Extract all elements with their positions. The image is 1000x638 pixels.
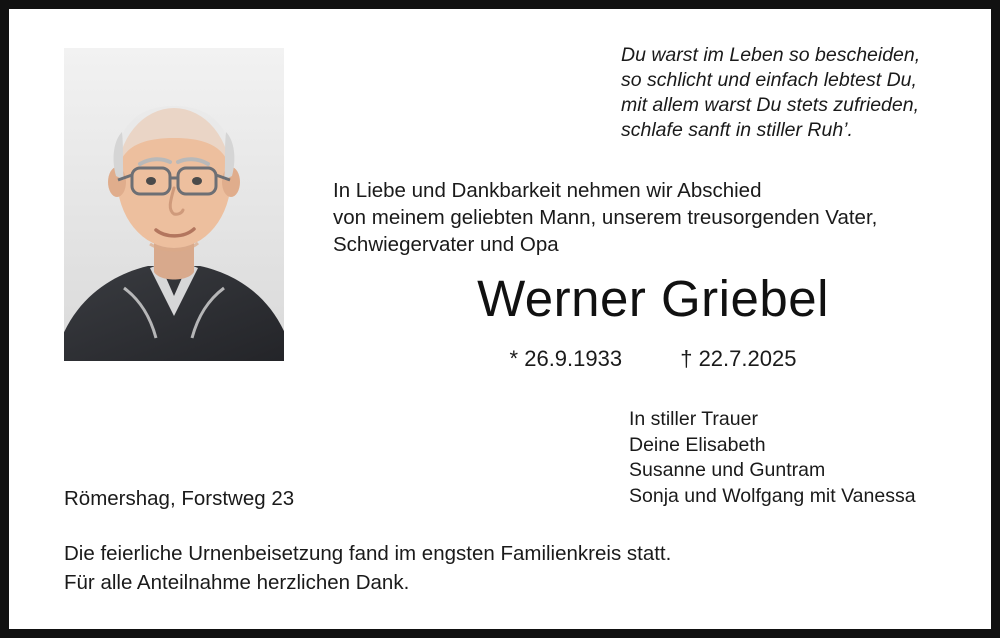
intro-line-3: Schwiegervater und Opa — [333, 233, 559, 256]
footer-line-1: Die feierliche Urnenbeisetzung fand im engsten Familienkreis statt. — [64, 542, 672, 565]
intro-block — [333, 177, 973, 258]
portrait-illustration — [64, 48, 284, 361]
mourner-3: Sonja und Wolfgang mit Vanessa — [629, 484, 916, 507]
death-date: † 22.7.2025 — [680, 346, 797, 371]
address-line: Römershag, Forstweg 23 — [64, 487, 295, 510]
verse-line-3: mit allem warst Du stets zufrieden, — [621, 94, 920, 116]
deceased-name: Werner Griebel — [477, 270, 829, 327]
birth-date: * 26.9.1933 — [509, 346, 623, 371]
life-dates — [333, 346, 973, 372]
verse-line-4: schlafe sanft in stiller Ruh’. — [621, 119, 853, 141]
intro-line-1: In Liebe und Dankbarkeit nehmen wir Abschied — [333, 179, 762, 202]
mourners-heading: In stiller Trauer — [629, 408, 758, 430]
portrait-photo — [64, 48, 284, 361]
verse-line-2: so schlicht und einfach lebtest Du, — [621, 69, 917, 91]
mourner-2: Susanne und Guntram — [629, 459, 826, 481]
mourner-1: Deine Elisabeth — [629, 433, 766, 456]
obituary-inner — [9, 9, 991, 629]
verse-line-1: Du warst im Leben so bescheiden, — [621, 44, 921, 66]
footer-note — [64, 539, 954, 597]
footer-line-2: Für alle Anteilnahme herzlichen Dank. — [64, 571, 410, 594]
verse-block — [621, 43, 991, 143]
mourners-block — [629, 407, 989, 509]
intro-line-2: von meinem geliebten Mann, unserem treusorgenden Vater, — [333, 206, 878, 229]
